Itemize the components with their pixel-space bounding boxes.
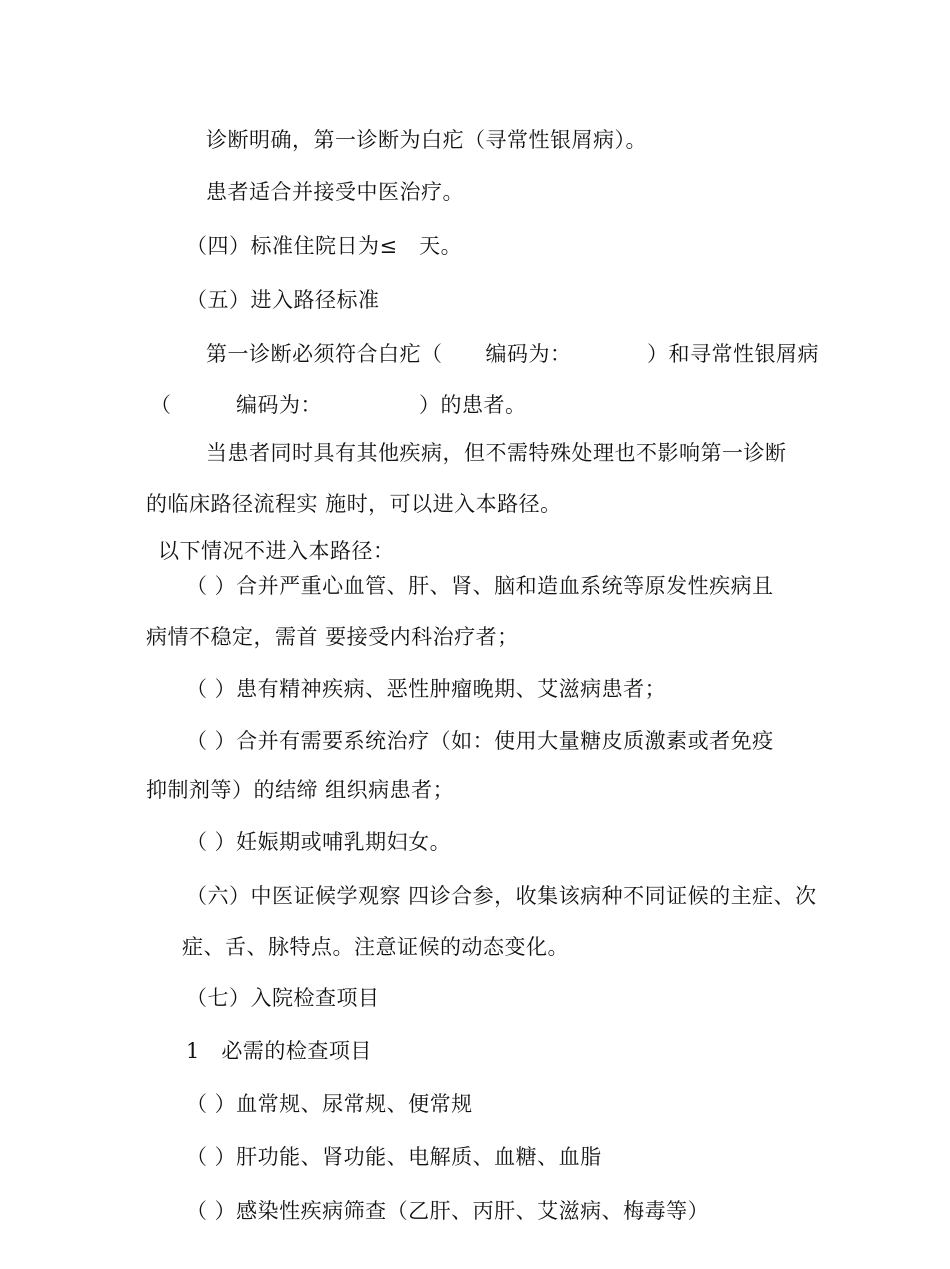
section-heading-tcm-observation: （六）中医证候学观察 四诊合参，收集该病种不同证候的主症、次 [186,884,817,908]
section-heading-admission-tests: （七）入院检查项目 [186,986,380,1010]
text-line-diagnosis-clear: 诊断明确，第一诊断为白疕（寻常性银屑病）。 [206,128,647,152]
text-line-first-diagnosis: 第一诊断必须符合白疕（ 编码为： ）和寻常性银屑病 [206,342,819,366]
text-line-other-disease: 当患者同时具有其他疾病，但不需特殊处理也不影响第一诊断 [206,441,787,465]
list-item-exclusion-3-cont: 抑制剂等）的结缔 组织病患者； [146,778,455,802]
text-line-other-disease-cont: 的临床路径流程实 施时，可以进入本路径。 [146,492,562,516]
list-item-test-2: （ ）肝功能、肾功能、电解质、血糖、血脂 [186,1145,602,1169]
section-heading-tcm-observation-cont: 症、舌、脉特点。注意证候的动态变化。 [182,935,569,959]
list-item-test-3: （ ）感染性疾病筛查（乙肝、丙肝、艾滋病、梅毒等） [186,1199,710,1223]
list-item-exclusion-3: （ ）合并有需要系统治疗（如：使用大量糖皮质激素或者免疫 [186,729,774,753]
list-item-exclusion-1: （ ）合并严重心血管、肝、肾、脑和造血系统等原发性疾病且 [186,574,774,598]
text-line-first-diagnosis-cont: （ 编码为： ）的患者。 [150,393,527,417]
section-heading-hospital-days: （四）标准住院日为≤ 天。 [186,234,463,258]
list-item-test-1: （ ）血常规、尿常规、便常规 [186,1092,473,1116]
text-line-exclusion-intro: 以下情况不进入本路径： [158,539,395,563]
list-item-exclusion-1-cont: 病情不稳定，需首 要接受内科治疗者； [146,625,519,649]
list-item-exclusion-4: （ ）妊娠期或哺乳期妇女。 [186,830,452,854]
list-item-exclusion-2: （ ）患有精神疾病、恶性肿瘤晚期、艾滋病患者； [186,677,667,701]
text-line-tcm-treatment: 患者适合并接受中医治疗。 [206,180,464,204]
section-heading-entry-criteria: （五）进入路径标准 [186,288,380,312]
subheading-required-tests: 1 必需的检查项目 [186,1039,372,1063]
